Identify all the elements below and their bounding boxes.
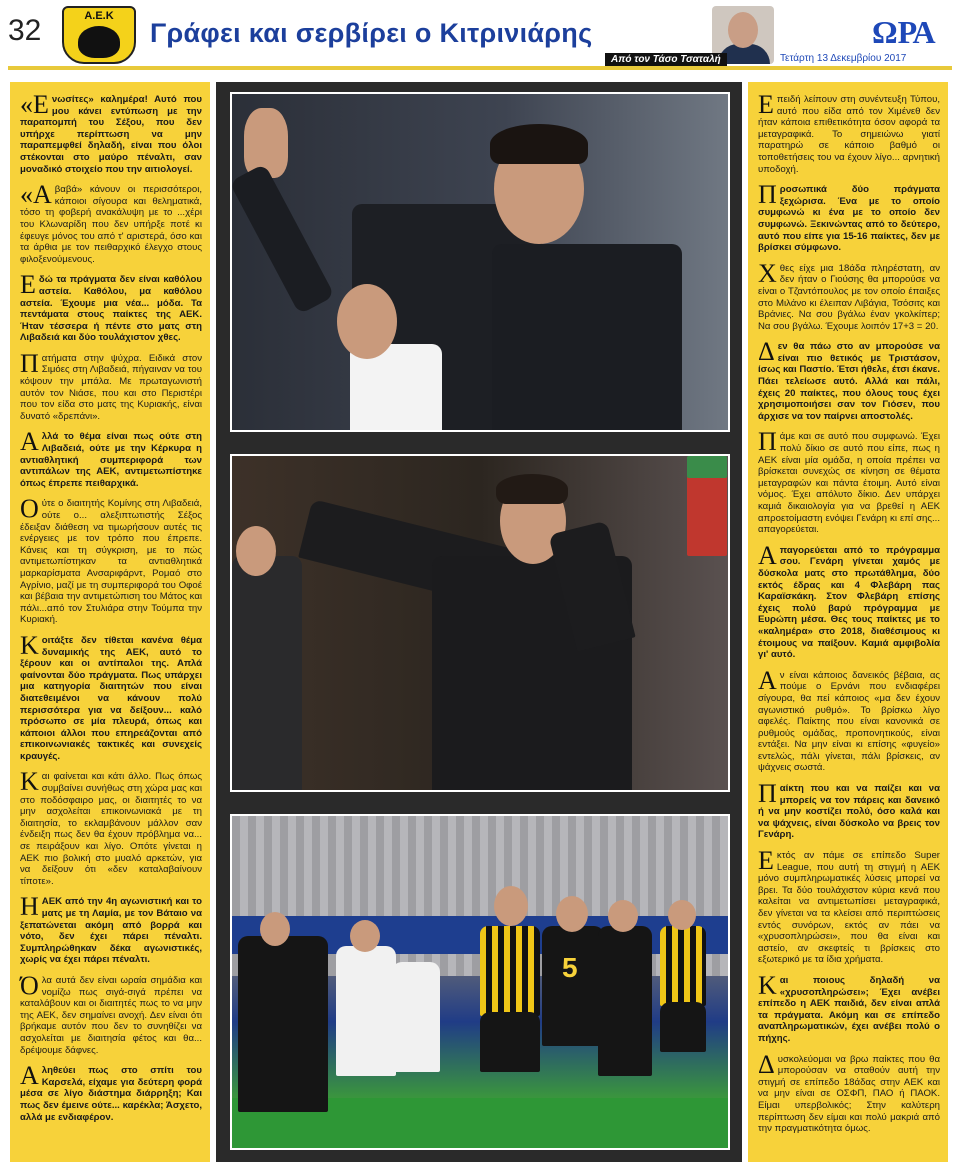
right-paragraph xyxy=(758,540,940,661)
drop-cap: Α xyxy=(758,665,777,695)
left-paragraph xyxy=(20,1061,202,1123)
drop-cap: Κ xyxy=(758,970,777,1000)
right-paragraph xyxy=(758,779,940,841)
player-head-2 xyxy=(350,920,380,952)
coach-hair xyxy=(496,474,568,504)
paragraph-text: αι φαίνεται και κάτι άλλο. Πως όπως συμβαίνει συνήθως στη χώρα μας και στο ποδόσφαιρο μας, οι διαιτητές το να μην ασχολείται επικοινωνιακά με τη διαιτησία, το εκλαμβάνουν μάλλον σαν ένδειξη πως δεν θα έχουν πρόβλημα να... σε πειράξουν και λίγο. Οπότε γίνεται η ΑΕΚ πιο βολική στο μυαλό αρκετών, για να δείξουν ότι «δεν καταλαβαίνουν τίποτε». xyxy=(20,771,202,887)
paragraph-text: ληθεύει πως στο σπίτι του Καρσελά, είχαμε για δεύτερη φορά μέσα σε λίγο διάστημα διάρρηξη; Και πως δεν έμεινε ούτε... καρέκλα; Άσχετο, αλλά με ενδιαφέρον. xyxy=(20,1065,202,1123)
right-paragraph xyxy=(758,846,940,966)
left-paragraph xyxy=(20,348,202,423)
right-text-column xyxy=(748,82,948,1162)
paragraph-text: αι ποιους δηλαδή να «χρυσοπληρώσει»; Έχει ανέβει επίπεδο η ΑΕΚ παιδιά, δεν είναι απλά τα πράγματα. Ακόμη και σε επίπεδο αναπληρωματικών, έχει ανέβει πολύ ο πήχης. xyxy=(758,974,940,1044)
brand-logo: ΩΡΑ xyxy=(872,14,936,50)
left-paragraph xyxy=(20,494,202,626)
player-head-1 xyxy=(260,912,290,946)
byline: Από τον Τάσο Τσαταλή xyxy=(605,53,727,66)
drop-cap: Π xyxy=(758,779,777,809)
drop-cap: Ο xyxy=(20,494,39,524)
left-paragraph xyxy=(20,970,202,1056)
drop-cap: Δ xyxy=(758,337,775,367)
drop-cap: Κ xyxy=(20,767,39,797)
right-paragraph xyxy=(758,665,940,774)
right-paragraph xyxy=(758,90,940,175)
player-white-2 xyxy=(392,962,440,1072)
paragraph-text: θες είχε μια 18άδα πληρέστατη, αν δεν ήταν ο Γιούσης θα μπορούσε να είναι ο Τζαντόπουλος με τον οποίο έπαιξες στο Μιλάνο κι έλειπαν Λιβάγια, Τσόσιτς και Βράνιες. Να σου βγάλω έναν γκολκίπερ; Να σου βγάλω. Έχουμε λοιπόν 17+3 = 20. xyxy=(758,262,940,332)
referee-photo xyxy=(230,92,730,432)
flag-shape xyxy=(687,476,727,556)
paragraph-text: παγορεύεται από το πρόγραμμα σου. Γενάρη γίνεται χαμός με δύσκολα ματς στο πρωτάθλημα, δύο εκτός έδρας και 4 Φλεβάρη πας Καραϊσκάκη. Στον Φλεβάρη επίσης έχεις πολύ βαρύ πρόγραμμα με Ευρώπη μέσα. Θες τους παίκτες με το «καλημέρα» στο 2018, διαθέσιμους κι έτοιμους να παίξουν. Καμιά αμφιβολία γι' αυτό. xyxy=(758,544,940,661)
drop-cap: Α xyxy=(20,1061,39,1091)
player-head-5 xyxy=(608,900,638,932)
player-head-4 xyxy=(556,896,588,932)
paragraph-text: ατήματα στην ψύχρα. Ειδικά στον Σιμόες στη Λιβαδειά, πήγαιναν να του κόψουν την μπάλα. Με πρωταγωνιστή αυτόν τον Νιάσε, που και στο Περιστέρι που τον είδα στο ματς της Κυριακής, είναι δυνατό «δρεπάνι». xyxy=(20,352,202,422)
raised-arm xyxy=(230,163,335,314)
coach-photo xyxy=(230,454,730,792)
right-paragraph xyxy=(758,427,940,536)
header-rule xyxy=(8,66,952,70)
drop-cap: Δ xyxy=(758,1049,775,1079)
bystander-left xyxy=(232,556,302,792)
headline: Γράφει και σερβίρει ο Κιτρινιάρης xyxy=(150,18,593,48)
player-yellow-2 xyxy=(660,926,706,1006)
player-black-3 xyxy=(598,926,652,1076)
eagle-icon xyxy=(78,26,120,58)
right-paragraph xyxy=(758,337,940,422)
logo-text: Α.Ε.Κ xyxy=(84,10,114,22)
paragraph-text: νωσίτες» καλημέρα! Αυτό που μου κάνει εντύπωση με την παραπομπή του Σέξου, που δεν υπήρχε περίπτωση να μην παραπεμφθεί δηλαδή, είναι που όλοι στέκονται στο μαύρο πέναλτι, σαν μοναδικό στοιχείο που την αιτιολογεί. xyxy=(20,94,202,175)
drop-cap: Η xyxy=(20,892,39,922)
referee-hair xyxy=(490,124,588,164)
drop-cap: Π xyxy=(20,348,39,378)
player-shorts-1 xyxy=(480,1012,540,1072)
drop-cap: Ε xyxy=(758,90,774,119)
player-yellow-1 xyxy=(480,926,540,1016)
paragraph-text: πειδή λείπουν στη συνέντευξη Τύπου, αυτό που είδα από τον Χιμένεθ δεν ήταν κάποια επιθετικότητα όσον αφορά τα μεταγραφικά. Το σημειώνω γιατί παρατηρώ σε κάποιο βαθμό οι τοποθετήσεις του να έχουν λίγο... αρνητική υποδοχή. xyxy=(758,94,940,175)
drop-cap: Π xyxy=(758,427,777,457)
shirt-number: 5 xyxy=(562,952,578,983)
left-paragraph xyxy=(20,180,202,265)
player-black-1 xyxy=(238,936,328,1112)
drop-cap: Ε xyxy=(20,270,36,300)
left-paragraph xyxy=(20,90,202,175)
page-header xyxy=(0,0,960,70)
player-white-1 xyxy=(336,946,396,1076)
paragraph-text: δώ τα πράγματα δεν είναι καθόλου αστεία. Καθόλου, μα καθόλου αστεία. Έχουμε μια νέα... μόδα. Τα πεντάματα στους παίκτες της ΑΕΚ. Ήταν τέσσερα ή πέντε στο ματς στη Λιβαδειά και δύο τουλάχιστον χθες. xyxy=(20,274,202,344)
paragraph-text: ύτε ο διαιτητής Κομίνης στη Λιβαδειά, ούτε ο... αλεξιπτωτιστής Σέξος έδειξαν διάθεση να τιμωρήσουν αυτές τις ενέργειες με τον τρόπο που έπρεπε. Κάνεις και τη σύγκριση, με το πώς αντιμετωπίστηκαν τα αντιαθλητικά μαρκαρίσματα Ανσαριφάρντ, Ρομαό στο Αγρίνιο, μαζί με τη συμπεριφορά του Οφοέ και βέβαια την αντιμετώπιση του Μάτος και πάλι...από τον Στυλιάρα στην Τούμπα την Κυριακή. xyxy=(20,498,202,626)
paragraph-text: ν είναι κάποιος δανεικός βέβαια, ας πούμε ο Ερνάνι που ενδιαφέρει σίγουρα, θα πεί κάποιος «μα δεν έχουν αγωνιστικό ρυθμό». Το βρίσκω λίγο αφελές. Παίκτης που είναι κανονικά σε ρυθμούς ομάδας, προπονητικούς, είναι εντάξει. Να μην είναι κι επίσης «φυγείο» εντελώς, πάλι γίνεται, πάλι βρίσκεις, αν ψάχνεις σωστά. xyxy=(758,669,940,774)
paragraph-text: κτός αν πάμε σε επίπεδο Super League, που αυτή τη στιγμή η ΑΕΚ μόνο συμπληρωματικές λύσεις μπορεί να βρει. Τα δύο τουλάχιστον κύρια κενά που καλείται να αντιμετωπίσει μεταγραφικά, δεν γίνεται να τα κλείσει από περιπτώσεις εντός συνόρων, εκτός αν πάει να «χρυσοπληρώσει», που θα είναι και αστείο, αν σκεφτείς τι βρίσκεις στο εξωτερικό με τα ίδια χρήματα. xyxy=(758,850,940,966)
drop-cap: Π xyxy=(758,180,777,210)
drop-cap: Κ xyxy=(20,630,39,660)
page-number: 32 xyxy=(8,14,42,47)
photo-column xyxy=(216,82,742,1162)
left-paragraph xyxy=(20,270,202,344)
paragraph-text: λλά το θέμα είναι πως ούτε στη Λιβαδειά, ούτε με την Κέρκυρα η αντιαθλητική συμπεριφορά των αντιπάλων της ΑΕΚ, αντιμετωπίστηκε όπως έπρεπε πειθαρχικά. xyxy=(20,431,202,489)
drop-cap: Ε xyxy=(758,846,774,876)
right-paragraph xyxy=(758,970,940,1045)
drop-cap: «Α xyxy=(20,180,52,210)
player-black-2 xyxy=(542,926,604,1046)
paragraph-text: ΑΕΚ από την 4η αγωνιστική και το ματς με τη Λαμία, με τον Βάταιο να ξεπατώνεται ακόμη από βορρά και νότο, δεν έχει πάρει πέναλτι. Συμπληρώθηκαν δέκα αγωνιστικές, χωρίς να έχει πάρει πέναλτι. xyxy=(20,896,202,966)
player-head-3 xyxy=(494,886,528,926)
right-paragraph xyxy=(758,1049,940,1135)
drop-cap: Α xyxy=(758,540,777,570)
paragraph-text: αίκτη που και να παίζει και να μπορείς να τον πάρεις και δανεικό ή να μην κοστίζει πολύ, όσο καλά και να ψάχνεις, είναι δύσκολο να βρεις τον Γενάρη. xyxy=(758,783,940,841)
paragraph-text: οιτάξτε δεν τίθεται κανένα θέμα δυναμικής της ΑΕΚ, αυτό το ξέρουν και οι αντίπαλοι της. Απλά φαίνονται δύο πράγματα. Πως υπάρχει μια κατηγορία διαιτητών που είναι διατεθειμένοι να κάνουν πολύ περισσότερα για να δείξουν... καλό πρόσωπο σε μία πλευρά, όπως και κάποιοι άλλοι που επηρεάζονται από επικοινωνιακές τακτικές και συνεχείς κραυγές. xyxy=(20,634,202,762)
paragraph-text: βαβά» κάνουν οι περισσότεροι, κάποιοι σίγουρα και θεληματικά, τόσο τη φοβερή ανακάλυψη με το ...χέρι του Κλωναρίδη που δεν υπήρξε ποτέ κι έφευγε μόνος του από τ' αριστερά, όσο και τα άρθια με τον πειθαρχικό έλεγχο στους φιλοξενούμενους. xyxy=(20,184,202,265)
left-paragraph xyxy=(20,427,202,489)
right-paragraph xyxy=(758,180,940,254)
left-paragraph xyxy=(20,767,202,887)
referee-shirt xyxy=(492,244,682,432)
paragraph-text: λα αυτά δεν είναι ωραία σημάδια και νομίζω πως σιγά-σιγά πρέπει να καταλάβουν και οι διαιτητές πως το να μην της ΑΕΚ, δεν σημαίνει ανοχή. Δεν είναι ότι βρήκαμε αυτόν που δεν το συνηθίζει να ασχολείται με διαιτησία φέτος και θα... δρέψουμε δάφνες. xyxy=(20,974,202,1056)
drop-cap: «Ε xyxy=(20,90,49,119)
player-shorts-2 xyxy=(660,1002,706,1052)
left-text-column xyxy=(10,82,210,1162)
paragraph-text: άμε και σε αυτό που συμφωνώ. Έχει πολύ δίκιο σε αυτό που είπε, πως η ΑΕΚ είναι μία ομάδα, η οποία πρέπει να βρίσκεται συνεχώς σε κίνηση σε θέματα μεταγραφών και πάντα έτοιμη. Αυτό είναι νόμος. Έχει απόλυτο δίκιο. Δεν υπάρχει καμιά δικαιολογία για να βρεθεί η ΑΕΚ απροετοίμαστη ενόψει Γενάρη κι επί σης... απαγορεύεται. xyxy=(758,431,940,536)
paragraph-text: ροσωπικά δύο πράγματα ξεχώρισα. Ένα με το οποίο συμφωνώ κι ένα με το οποίο δεν συμφωνώ. Ξεκινώντας από το δεύτερο, αυτό που είπε για 15-16 παίκτες, δεν με βρίσκει σύμφωνο. xyxy=(758,184,940,254)
flag-stripe xyxy=(687,456,727,478)
right-paragraph xyxy=(758,258,940,333)
drop-cap: Α xyxy=(20,427,39,457)
drop-cap: Χ xyxy=(758,258,777,288)
left-paragraph xyxy=(20,630,202,763)
paragraph-text: εν θα πάω στο αν μπορούσε να είναι πιο θετικός με Τριστάσον, ίσως και Παστίο. Έτσι ήθελε, έτσι έκανε. Πάει τελείωσε αυτό. Αλλά και πάλι, έχεις 20 παίκτες, που όλους τους έχει χρησιμοποιήσει σαν τον Γιόσεν, που άρχισε να τον παίρνει αποστολές. xyxy=(758,341,940,422)
issue-date: Τετάρτη 13 Δεκεμβρίου 2017 xyxy=(780,53,907,64)
aek-logo xyxy=(62,6,136,64)
drop-cap: Ό xyxy=(20,970,39,1000)
players-photo xyxy=(230,814,730,1150)
bystander-head xyxy=(236,526,276,576)
ballboy-head xyxy=(337,284,397,359)
left-paragraph xyxy=(20,892,202,966)
paragraph-text: υσκολεύομαι να βρω παίκτες που θα μπορούσαν να σταθούν αυτή την στιγμή σε επίπεδο 18άδας στην ΑΕΚ και να μην είναι σε ΟΣΦΠ, ΠΑΟ ή ΠΑΟΚ. Είμαι υπερβολικός; Στην καλύτερη περίπτωση δεν είμαι και πολύ μακριά από την πραγματικότητα όμως. xyxy=(758,1053,940,1135)
author-face-shape xyxy=(728,12,758,48)
player-head-6 xyxy=(668,900,696,930)
